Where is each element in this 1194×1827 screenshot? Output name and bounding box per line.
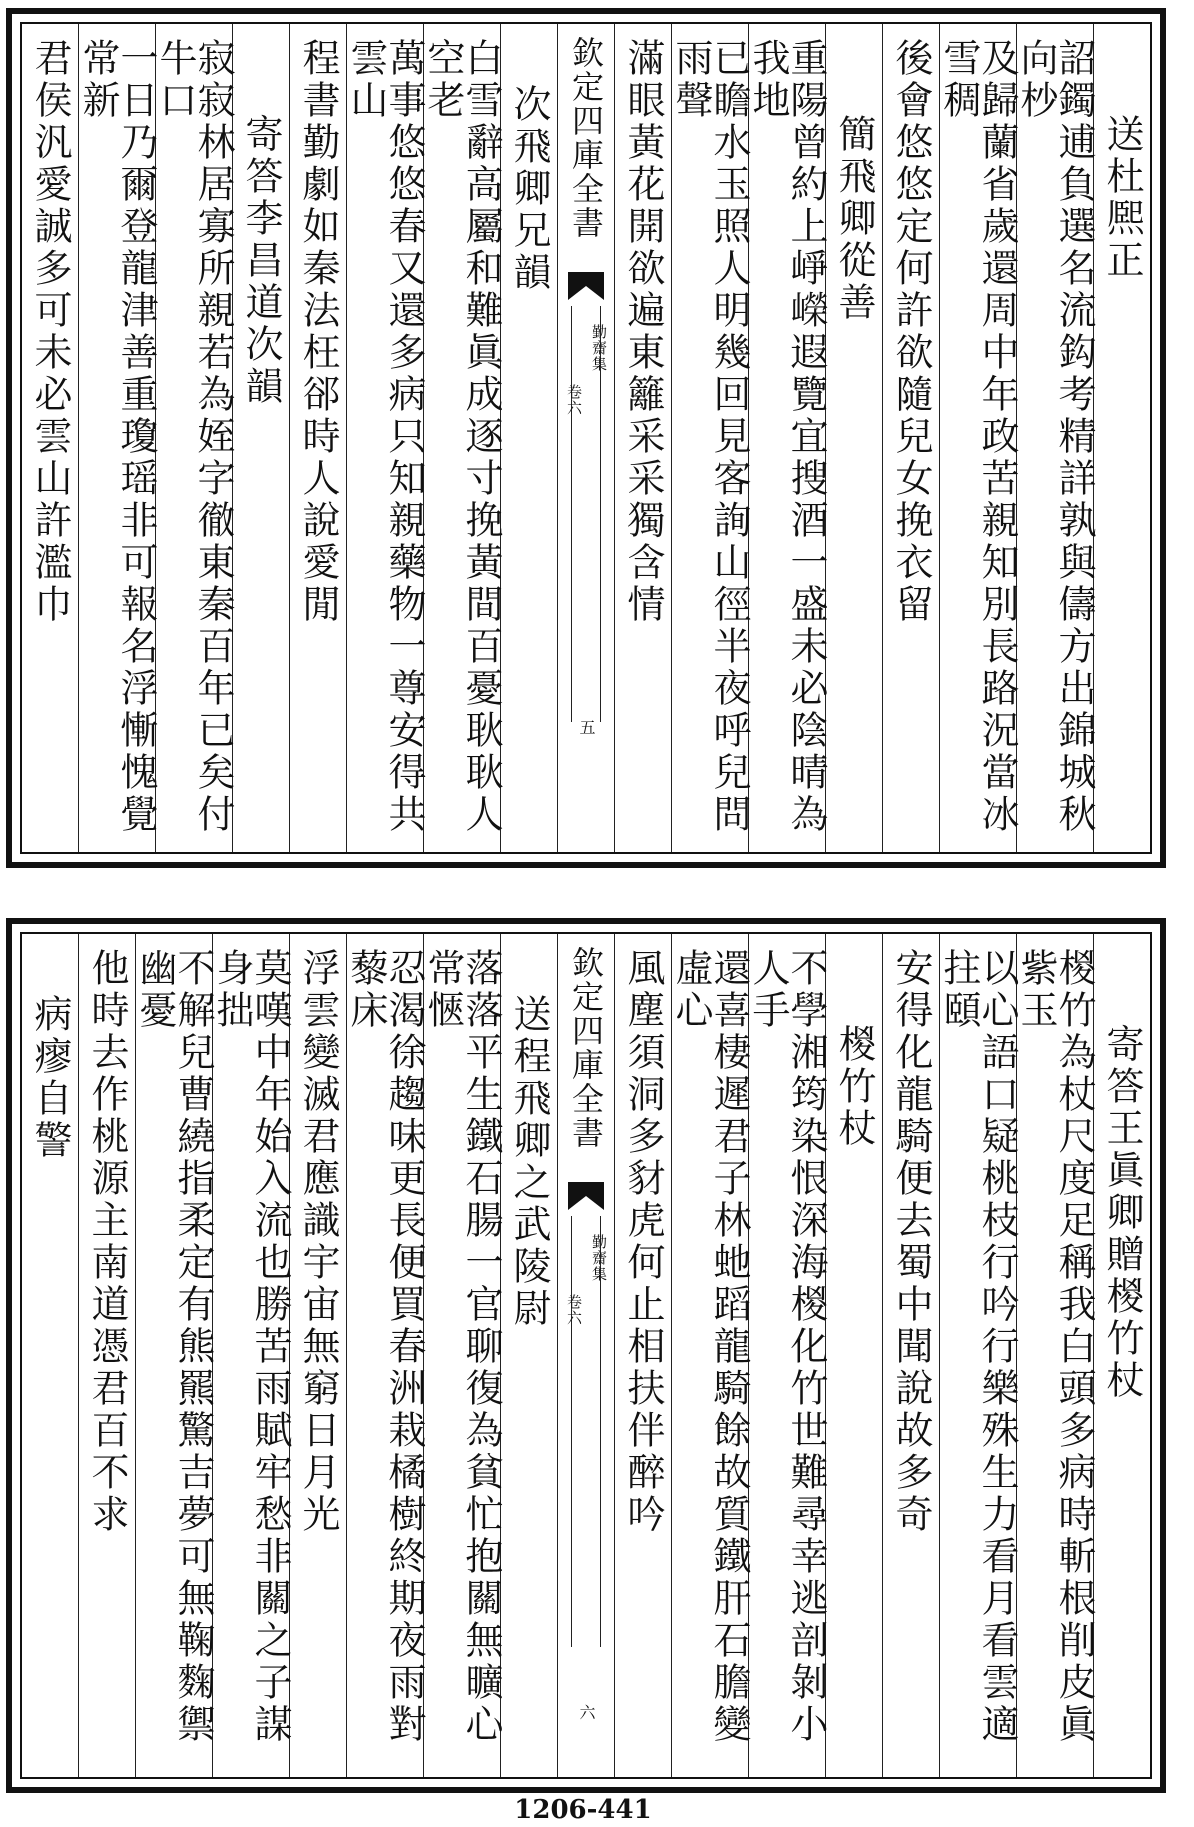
center-fold-column (557, 934, 614, 1777)
book-title: 勤齋集 (590, 1234, 608, 1282)
poem-title: 病瘳自警 (28, 994, 72, 1162)
bottom-page-frame (20, 932, 1152, 1779)
text-column: 不學湘筠染恨深海椶化竹世難尋幸逃剖剝小人手 (748, 934, 825, 1777)
center-title: 欽定四庫全書 (567, 36, 605, 240)
poem-title: 椶竹杖 (825, 934, 882, 1777)
poem-title: 送杜熈正 (1093, 24, 1150, 852)
text-column: 程書勤劇如秦法枉郤時人說愛閒 (289, 24, 346, 852)
poem-title: 簡飛卿從善 (825, 24, 882, 852)
volume-label: 卷六 (565, 384, 583, 416)
text-column: 安得化龍騎便去蜀中聞說故多奇 (882, 934, 939, 1777)
page-code: 1206-441 (514, 1795, 652, 1825)
text-column: 及歸蘭省歲還周中年政苦親知別長路況當冰雪稠 (939, 24, 1016, 852)
text-column: 萬事悠悠春又還多病只知親藥物一尊安得共雲山 (346, 24, 423, 852)
folio-number: 五 (577, 719, 596, 739)
text-column: 莫嘆中年始入流也勝苦雨賦牢愁非關之子謀身拙 (212, 934, 289, 1777)
text-column: 風塵須洞多豺虎何止相扶伴醉吟 (614, 934, 671, 1777)
text-column: 忍渴徐趨味更長便買春洲栽橘樹終期夜雨對藜床 (346, 934, 423, 1777)
text-column: 白雪辭高屬和難眞成逐寸挽黃間百憂耿耿人空老 (423, 24, 500, 852)
fishtail-mark-icon (568, 272, 604, 300)
text-column: 不解兒曹繞指柔定有熊羆驚吉夢可無鞠麴禦幽憂 (135, 934, 212, 1777)
top-page-frame (20, 22, 1152, 854)
center-title: 欽定四庫全書 (567, 946, 605, 1150)
text-column: 君侯汎愛誠多可未必雲山許濫巾 (28, 38, 72, 626)
fishtail-mark-icon (568, 1182, 604, 1210)
bottom-page (6, 918, 1166, 1793)
bottom-page-columns (22, 934, 1150, 1777)
text-column: 落落平生鐵石腸一官聊復為貧忙抱關無曠心常愜 (423, 934, 500, 1777)
poem-title: 寄答王眞卿贈椶竹杖 (1093, 934, 1150, 1777)
top-page-columns (22, 24, 1150, 852)
text-column: 浮雲變滅君應識宇宙無窮日月光 (289, 934, 346, 1777)
text-column: 以心語口疑桃枝行吟行樂殊生力看月看雲適拄頤 (939, 934, 1016, 1777)
folio-number: 六 (577, 1704, 596, 1724)
poem-title: 寄答李昌道次韻 (232, 24, 289, 852)
text-column: 詔鐲逋負選名流鈎考精詳孰與儔方出錦城秋向杪 (1016, 24, 1093, 852)
poem-title: 送程飛卿之武陵尉 (500, 934, 557, 1777)
center-fold-column (557, 24, 614, 852)
text-column: 寂寂林居寡所親若為姪字徹東秦百年已矣付牛口 (155, 24, 232, 852)
text-column: 椶竹為杖尺度足稱我白頭多病時斬根削皮眞紫玉 (1016, 934, 1093, 1777)
text-column: 還喜棲遲君子林虵蹈龍騎餘故質鐵肝石膽變虛心 (671, 934, 748, 1777)
book-title: 勤齋集 (590, 324, 608, 372)
text-column: 他時去作桃源主南道憑君百不求 (78, 934, 135, 1777)
volume-label: 卷六 (565, 1294, 583, 1326)
top-page (6, 8, 1166, 868)
text-column: 重陽曾約上崢嶸遐覽宜搜酒一盛未必陰晴為我地 (748, 24, 825, 852)
text-column: 一日乃爾登龍津善重瓊瑶非可報名浮慚愧覺常新 (78, 24, 155, 852)
poem-title: 次飛卿兄韻 (500, 24, 557, 852)
text-column: 後會悠悠定何許欲隨兒女挽衣留 (882, 24, 939, 852)
text-column: 已瞻水玉照人明幾回見客詢山徑半夜呼兒問雨聲 (671, 24, 748, 852)
text-column: 滿眼黃花開欲遍東籬采采獨含情 (614, 24, 671, 852)
